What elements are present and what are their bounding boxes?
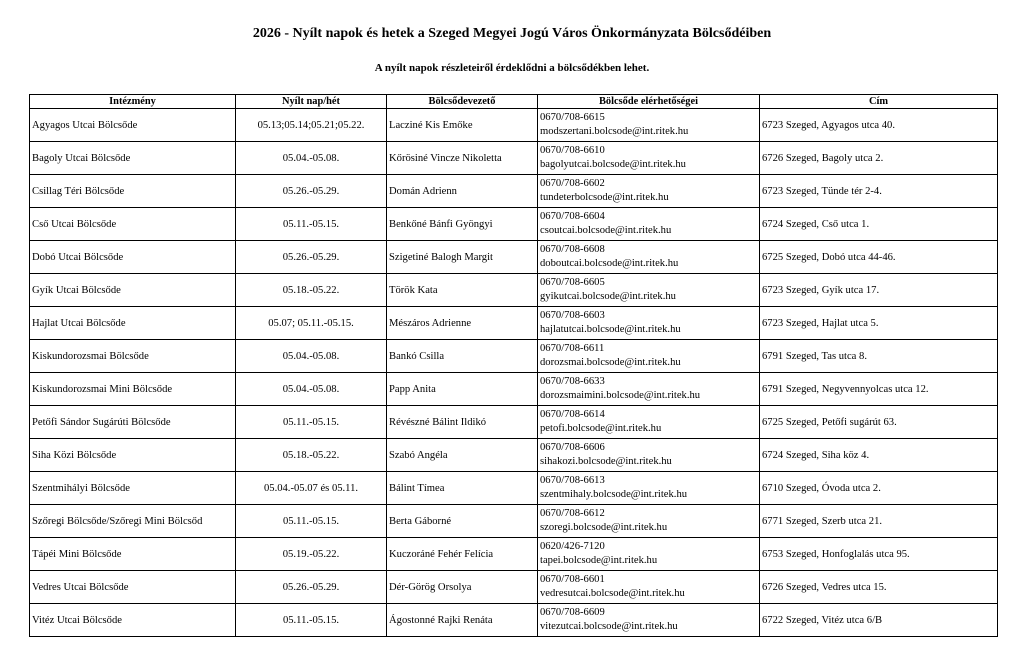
cell-institution: Gyík Utcai Bölcsőde (30, 274, 236, 307)
cell-institution: Vitéz Utcai Bölcsőde (30, 604, 236, 637)
cell-institution: Petőfi Sándor Sugárúti Bölcsőde (30, 406, 236, 439)
cell-institution: Vedres Utcai Bölcsőde (30, 571, 236, 604)
nursery-table (29, 94, 998, 637)
cell-leader: Bálint Tímea (387, 472, 538, 505)
cell-leader: Berta Gáborné (387, 505, 538, 538)
cell-institution: Kiskundorozsmai Mini Bölcsőde (30, 373, 236, 406)
cell-contact (538, 274, 760, 307)
contact-email: petofi.bolcsode@int.ritek.hu (540, 423, 662, 434)
table-row (30, 538, 998, 571)
contact-phone: 0670/708-6611 (540, 343, 605, 354)
cell-open-days: 05.04.-05.08. (236, 142, 387, 175)
header-open-days: Nyílt nap/hét (236, 95, 387, 109)
contact-phone: 0670/708-6610 (540, 145, 605, 156)
cell-contact (538, 571, 760, 604)
cell-contact (538, 109, 760, 142)
contact-email: bagolyutcai.bolcsode@int.ritek.hu (540, 159, 686, 170)
cell-institution: Szentmihályi Bölcsőde (30, 472, 236, 505)
header-contact: Bölcsőde elérhetőségei (538, 95, 760, 109)
document-title: 2026 - Nyílt napok és hetek a Szeged Megyei Jogú Város Önkormányzata Bölcsődéiben (252, 26, 772, 41)
contact-phone: 0670/708-6609 (540, 607, 605, 618)
cell-address: 6726 Szeged, Bagoly utca 2. (760, 142, 998, 175)
cell-institution: Hajlat Utcai Bölcsőde (30, 307, 236, 340)
cell-institution: Tápéi Mini Bölcsőde (30, 538, 236, 571)
cell-open-days: 05.07; 05.11.-05.15. (236, 307, 387, 340)
table-row (30, 241, 998, 274)
table-row (30, 208, 998, 241)
cell-contact (538, 373, 760, 406)
cell-leader: Dér-Görög Orsolya (387, 571, 538, 604)
cell-leader: Domán Adrienn (387, 175, 538, 208)
cell-leader: Lacziné Kis Emőke (387, 109, 538, 142)
cell-leader: Révészné Bálint Ildikó (387, 406, 538, 439)
table-row (30, 307, 998, 340)
cell-institution: Kiskundorozsmai Bölcsőde (30, 340, 236, 373)
cell-contact (538, 439, 760, 472)
cell-open-days: 05.19.-05.22. (236, 538, 387, 571)
contact-email: szentmihaly.bolcsode@int.ritek.hu (540, 489, 688, 500)
cell-institution: Siha Közi Bölcsőde (30, 439, 236, 472)
cell-address: 6723 Szeged, Hajlat utca 5. (760, 307, 998, 340)
cell-institution: Dobó Utcai Bölcsőde (30, 241, 236, 274)
contact-phone: 0670/708-6601 (540, 574, 605, 585)
table-row (30, 472, 998, 505)
contact-email: tapei.bolcsode@int.ritek.hu (540, 555, 658, 566)
contact-phone: 0620/426-7120 (540, 541, 605, 552)
cell-address: 6724 Szeged, Siha köz 4. (760, 439, 998, 472)
cell-open-days: 05.11.-05.15. (236, 406, 387, 439)
cell-open-days: 05.26.-05.29. (236, 175, 387, 208)
cell-address: 6791 Szeged, Negyvennyolcas utca 12. (760, 373, 998, 406)
cell-leader: Kuczoráné Fehér Felícia (387, 538, 538, 571)
contact-email: modszertani.bolcsode@int.ritek.hu (540, 126, 689, 137)
contact-email: gyikutcai.bolcsode@int.ritek.hu (540, 291, 676, 302)
cell-open-days: 05.18.-05.22. (236, 439, 387, 472)
cell-open-days: 05.13;05.14;05.21;05.22. (236, 109, 387, 142)
header-address: Cím (760, 95, 998, 109)
contact-email: szoregi.bolcsode@int.ritek.hu (540, 522, 668, 533)
cell-address: 6710 Szeged, Óvoda utca 2. (760, 472, 998, 505)
contact-phone: 0670/708-6614 (540, 409, 605, 420)
contact-email: sihakozi.bolcsode@int.ritek.hu (540, 456, 672, 467)
table-row (30, 406, 998, 439)
contact-email: doboutcai.bolcsode@int.ritek.hu (540, 258, 679, 269)
cell-open-days: 05.26.-05.29. (236, 241, 387, 274)
cell-contact (538, 505, 760, 538)
table-row (30, 373, 998, 406)
contact-phone: 0670/708-6612 (540, 508, 605, 519)
cell-open-days: 05.11.-05.15. (236, 604, 387, 637)
contact-email: dorozsmaimini.bolcsode@int.ritek.hu (540, 390, 701, 401)
cell-leader: Mészáros Adrienne (387, 307, 538, 340)
cell-address: 6723 Szeged, Gyík utca 17. (760, 274, 998, 307)
cell-open-days: 05.18.-05.22. (236, 274, 387, 307)
cell-address: 6725 Szeged, Dobó utca 44-46. (760, 241, 998, 274)
cell-contact (538, 142, 760, 175)
cell-address: 6723 Szeged, Tünde tér 2-4. (760, 175, 998, 208)
contact-email: tundeterbolcsode@int.ritek.hu (540, 192, 669, 203)
contact-email: csoutcai.bolcsode@int.ritek.hu (540, 225, 672, 236)
header-institution: Intézmény (30, 95, 236, 109)
table-row (30, 109, 998, 142)
cell-leader: Ágostonné Rajki Renáta (387, 604, 538, 637)
contact-email: hajlatutcai.bolcsode@int.ritek.hu (540, 324, 681, 335)
cell-leader: Szigetiné Balogh Margit (387, 241, 538, 274)
table-row (30, 175, 998, 208)
cell-leader: Török Kata (387, 274, 538, 307)
cell-open-days: 05.11.-05.15. (236, 208, 387, 241)
cell-contact (538, 307, 760, 340)
cell-leader: Benkőné Bánfi Gyöngyi (387, 208, 538, 241)
table-header-row (30, 95, 998, 109)
document-subtitle: A nyílt napok részleteiről érdeklődni a bölcsődékben lehet. (374, 62, 650, 74)
contact-phone: 0670/708-6615 (540, 112, 605, 123)
cell-address: 6725 Szeged, Petőfi sugárút 63. (760, 406, 998, 439)
cell-contact (538, 241, 760, 274)
contact-phone: 0670/708-6606 (540, 442, 605, 453)
cell-contact (538, 472, 760, 505)
cell-contact (538, 406, 760, 439)
cell-open-days: 05.04.-05.08. (236, 340, 387, 373)
contact-phone: 0670/708-6603 (540, 310, 605, 321)
cell-institution: Agyagos Utcai Bölcsőde (30, 109, 236, 142)
cell-leader: Bankó Csilla (387, 340, 538, 373)
table-row (30, 571, 998, 604)
cell-address: 6726 Szeged, Vedres utca 15. (760, 571, 998, 604)
cell-address: 6724 Szeged, Cső utca 1. (760, 208, 998, 241)
cell-open-days: 05.04.-05.08. (236, 373, 387, 406)
cell-address: 6791 Szeged, Tas utca 8. (760, 340, 998, 373)
cell-leader: Papp Anita (387, 373, 538, 406)
cell-leader: Kőrösiné Vincze Nikoletta (387, 142, 538, 175)
cell-address: 6722 Szeged, Vitéz utca 6/B (760, 604, 998, 637)
cell-contact (538, 604, 760, 637)
cell-institution: Csillag Téri Bölcsőde (30, 175, 236, 208)
header-leader: Bölcsődevezető (387, 95, 538, 109)
contact-phone: 0670/708-6613 (540, 475, 605, 486)
table-row (30, 505, 998, 538)
cell-open-days: 05.04.-05.07 és 05.11. (236, 472, 387, 505)
cell-contact (538, 175, 760, 208)
table-row (30, 340, 998, 373)
contact-email: vitezutcai.bolcsode@int.ritek.hu (540, 621, 678, 632)
cell-institution: Szőregi Bölcsőde/Szőregi Mini Bölcsőd (30, 505, 236, 538)
cell-institution: Bagoly Utcai Bölcsőde (30, 142, 236, 175)
cell-address: 6723 Szeged, Agyagos utca 40. (760, 109, 998, 142)
contact-email: vedresutcai.bolcsode@int.ritek.hu (540, 588, 685, 599)
cell-address: 6771 Szeged, Szerb utca 21. (760, 505, 998, 538)
contact-phone: 0670/708-6633 (540, 376, 605, 387)
cell-open-days: 05.26.-05.29. (236, 571, 387, 604)
cell-institution: Cső Utcai Bölcsőde (30, 208, 236, 241)
cell-contact (538, 538, 760, 571)
table-row (30, 274, 998, 307)
contact-phone: 0670/708-6605 (540, 277, 605, 288)
table-row (30, 604, 998, 637)
contact-phone: 0670/708-6604 (540, 211, 605, 222)
cell-contact (538, 340, 760, 373)
cell-leader: Szabó Angéla (387, 439, 538, 472)
cell-open-days: 05.11.-05.15. (236, 505, 387, 538)
table-row (30, 439, 998, 472)
table-row (30, 142, 998, 175)
cell-address: 6753 Szeged, Honfoglalás utca 95. (760, 538, 998, 571)
cell-contact (538, 208, 760, 241)
contact-email: dorozsmai.bolcsode@int.ritek.hu (540, 357, 681, 368)
table-body (30, 109, 998, 637)
contact-phone: 0670/708-6608 (540, 244, 605, 255)
contact-phone: 0670/708-6602 (540, 178, 605, 189)
